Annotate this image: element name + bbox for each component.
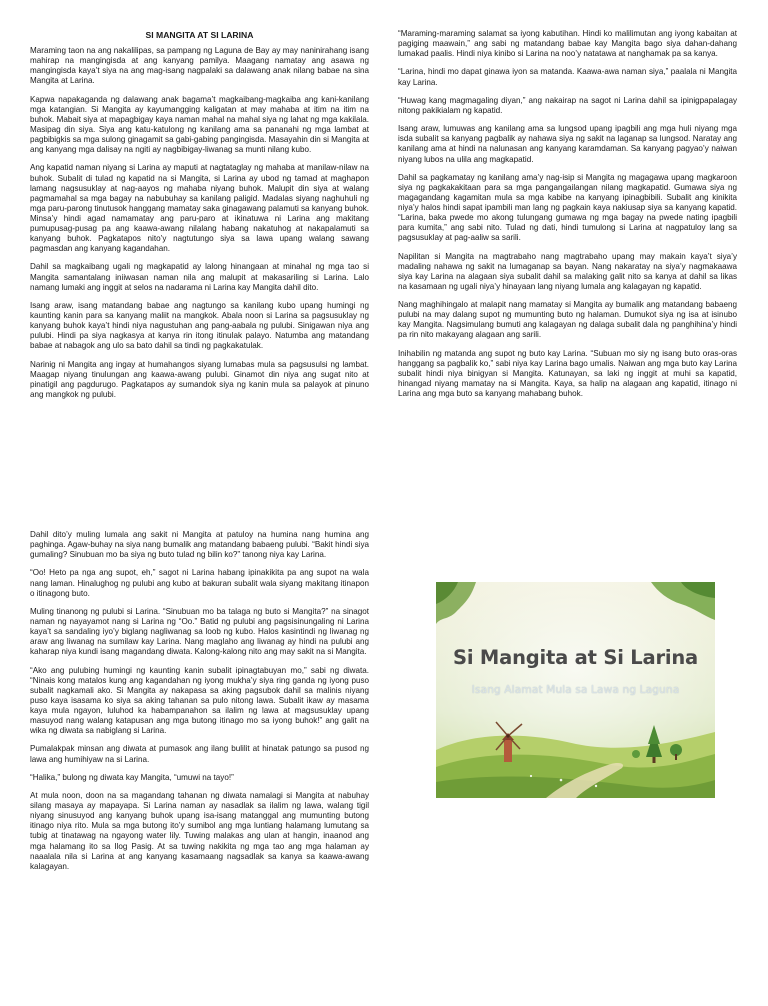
paragraph: Dahil sa pagkamatay ng kanilang ama’y nag-isip si Mangita ng magagawa upang magkaroon siya ng pagkakakitaan para sa mga pangangailangan nilang magkapatid. Gumawa siya ng magagandang kagamitan mula sa mga kabibe na kanyang ipinagbibili. Subalit ang kinikita niya’y halos hindi sapat ipambili man lang ng pagkain kaya nakiusap siya sa kanyang kapatid. “Larina, baka pwede mo akong tulungang gumawa ng mga bagay na pwede nating ipagbili para kumita,” ang sabi nito. Tulad ng dati, hindi tumulong si Larina at nagpatuloy lang sa pagsusuklay at pag-aaliw sa sarili. [398, 172, 737, 243]
paragraph: Muling tinanong ng pulubi si Larina. “Sinubuan mo ba talaga ng buto si Mangita?” na sinagot naman ng nayayamot nang si Larina ng “Oo.” Batid ng pulubi ang pagsisinungaling ni Larina kaya’t sa sandaling iyo’y biglang nagliwanag sa loob ng kubo. Halos kasintindi ng liwanag ng araw ang liwanag na sumilaw kay Larina. Nang maglaho ang liwanag ay hindi na pulubi ang kaharap niya kundi isang magandang diwata. Kalong-kalong nito ang may sakit na si Mangita. [30, 606, 369, 657]
story-column-3 [30, 530, 369, 880]
paragraph: “Halika,” bulong ng diwata kay Mangita, “umuwi na tayo!” [30, 772, 234, 782]
paragraph: Isang araw, lumuwas ang kanilang ama sa lungsod upang ipagbili ang mga huli niyang mga isda subalit sa kanyang pagbalik ay nahawa siya ng sakit na laganap sa lungsod. Naratay ang kanilang ama at hindi na nalunasan ang kanyang karamdaman. Sa kanyang pagyao’y naiwan niyang lubos na ulila ang magkapatid. [398, 124, 737, 164]
story-column-2 [398, 29, 737, 407]
paragraph: “Larina, hindi mo dapat ginawa iyon sa matanda. Kaawa-awa naman siya,” paalala ni Mangita kay Larina. [398, 67, 737, 87]
paragraph: Kapwa napakaganda ng dalawang anak bagama’t magkaibang-magkaiba ang kani-kanilang mga katangian. Si Mangita ay kayumangging kaligatan at may mahaba at itim na itim na buhok. Mabait siya at mapagbigay kaya naman mahal na mahal siya ng lahat ng mga kakilala. Masipag din siya. Siya ang katu-katulong ng kanilang ama sa pananahi ng mga lambat at pagbibigkis sa mga sulong ginagamit sa gabi-gabing pangingisda. Masayahin din si Mangita at ang kanyang mga dalisay na ngiti ay nagbibigay-liwanag sa munti nilang kubo. [30, 94, 369, 155]
story-column-1 [30, 30, 369, 408]
cover-illustration [436, 582, 715, 798]
paragraph: Dahil dito’y muling lumala ang sakit ni Mangita at patuloy na humina nang humina ang paghinga. Agaw-buhay na siya nang bumalik ang matandang babaeng pulubi. “Bakit hindi siya gumaling? Sinubuan mo ba siya ng buto tulad ng bilin ko?” tanong niya kay Larina. [30, 530, 369, 560]
cover-subtitle: Isang Alamat Mula sa Lawa ng Laguna [471, 683, 680, 696]
paragraph: “Huwag kang magmagaling diyan,” ang nakairap na sagot ni Larina dahil sa ipinigpapalagay nitong pakikialam ng kapatid. [398, 95, 737, 115]
paragraph: Pumalakpak minsan ang diwata at pumasok ang ilang bulilit at hinatak patungo sa pusod ng lawa ang humihiyaw na si Larina. [30, 744, 369, 764]
paragraph: Inihabilin ng matanda ang supot ng buto kay Larina. “Subuan mo siy ng isang buto oras-oras hanggang sa pagbalik ko,” sabi niya kay Larina bago umalis. Naiwan ang mga buto kay Larina subalit hindi niya binigyan si Mangita. Katunayan, sa laki ng inggit at muhi sa kapatid, hinangad niyang mamatay na si Mangita. Kaya, sa halip na alagaan ang kapatid, itinago ni Larina ang mga buto sa kanyang mahabang buhok. [398, 348, 737, 399]
paragraph: Napilitan si Mangita na magtrabaho nang magtrabaho upang may makain kaya’t siya’y madaling nahawa ng sakit na lumaganap sa bayan. Nang nakaratay na siya’y nagmakaawa siya kay Larina na alagaan siya subalit dahil sa malaking galit nito sa kanya at dahil sa likas na kasamaan ng ugali niya’y hinayaan lang niyang lumala ang kalagayan ng kapatid. [398, 251, 737, 291]
story-title: SI MANGITA AT SI LARINA [145, 30, 254, 40]
paragraph: Ang kapatid naman niyang si Larina ay maputi at nagtataglay ng mahaba at manilaw-nilaw na buhok. Subalit di tulad ng kapatid na si Mangita, si Larina ay ubod ng tamad at maghapon lamang nagsusuklay at nag-aayos ng mahaba niyang buhok. Malupit din siya at walang pagmamahal sa mga bagay na nabubuhay sa kanilang paligid. Madalas siyang naghuhuli ng mga paru-parong tinutusok hanggang mamatay saka ginagawang palamuti sa kanyang buhok. Minsa’y hindi agad namamatay ang paru-paro at ikinatuwa ni Larina ang makitang pumupusag-pusag pa ang kaawa-awang nilalang habang nakatuhog at nakapalamuti sa kanyang buhok. Pagkatapos nito’y nagtutungo siya sa lawa upang walang sawang pagmasdan ang kanyang kagandahan. [30, 163, 369, 254]
paragraph: At mula noon, doon na sa magandang tahanan ng diwata namalagi si Mangita at nabuhay silang masaya ay mapayapa. Si Larina naman ay nasadlak sa ilalim ng lawa, walang tigil niyang sinusuyod ang kanyang buhok upang isa-isang matanggal ang mumunting butong itinago niya rito. Mula sa mga butong ito’y sumibol ang mga luntiang halamang lumutang sa tubig at tinatawag na ngayong water lily. Tuwing malakas ang ulan at hangin, inaanod ang mga halamang ito sa Ilog Pasig. At sa tuwing nakikita ng mga tao ang mga halaman ay naaalala nila si Larina at ang kanyang kasamaang nagsadlak sa kanya sa kaawa-awang kalagayan. [30, 791, 369, 871]
paragraph: Narinig ni Mangita ang ingay at humahangos siyang lumabas mula sa pagsusulsi ng lambat. Maagap niyang tinulungan ang kaawa-awang pulubi. Ginamot din niya ang sugat nito at pinatigil ang pagdurugo. Pagkatapos ay sumandok siya ng kanin mula sa palayok at pinuno ang mangkok ng pulubi. [30, 359, 369, 399]
paragraph: Maraming taon na ang nakalilipas, sa pampang ng Laguna de Bay ay may naninirahang isang mahirap na mangingisda at ang kanyang pamilya. Maagang namatay ang asawa ng mangingisda kaya’t siya na ang mag-isang nagpalaki sa dalawang anak nilang babae na sina Mangita at Larina. [30, 46, 369, 86]
paragraph: “Oo! Heto pa nga ang supot, eh,” sagot ni Larina habang ipinakikita pa ang supot na wala nang laman. Hinalughog ng pulubi ang kubo at bakuran subalit wala siyang makitang itinapon o itinagong buto. [30, 568, 369, 598]
paragraph: Isang araw, isang matandang babae ang nagtungo sa kanilang kubo upang humingi ng kaunting kanin para sa kanyang maliit na mangkok. Abala noon si Larina sa pagsusuklay ng kanyang buhok kaya’t hindi niya nagustuhan ang pang-aabala ng pulubi. Sinigawan niya ang pulubi. Hindi pa siya nagkasya at kanya rin itong itinulak palayo. Natumba ang matandang babae at nabagok ang ulo sa bato dahil sa tindi ng pagkakatulak. [30, 300, 369, 351]
paragraph: Nang maghihingalo at malapit nang mamatay si Mangita ay bumalik ang matandang babaeng pulubi na may dalang supot ng mumunting buto ng halaman. Dumukot siya ng isa at isinubo kay Mangita. Nagsimulang bumuti ang kalagayan ng dalaga subalit dala ng panghihina’y hindi pa rin nito makayang alagaan ang sarili. [398, 300, 737, 340]
paragraph: “Ako ang pulubing humingi ng kaunting kanin subalit ipinagtabuyan mo,” sabi ng diwata. “Ninais kong matalos kung ang kagandahan ng iyong mukha’y siya ring ganda ng iyong puso subalit nagkamali ako. Si Mangita ay nakapasa sa aking pagsubok dahil sa malinis niyang puso kaya isasama ko siya sa aking tahanan sa pulo nitong lawa. Subalit ikaw ay masama kaya mula ngayon, luluhod ka habampanahon sa ilalim ng lawa at magsusuklay upang masuyod nang walang katapusan ang mga butong itinago mo sa iyong buhok!” ang galit na wika ng diwata sa nabiglang si Larina. [30, 665, 369, 736]
cover-title: Si Mangita at Si Larina [453, 646, 698, 669]
paragraph: “Maraming-maraming salamat sa iyong kabutihan. Hindi ko malilimutan ang iyong kabaitan at pagiging maawain,” ang sabi ng matandang babae kay Mangita bago siya dahan-dahang lumakad paalis. Hindi niya kinibo si Larina na noo’y natatawa at nanghamak pa sa kanya. [398, 29, 737, 59]
paragraph: Dahil sa magkaibang ugali ng magkapatid ay lalong hinangaan at minahal ng mga tao si Mangita samantalang iniiwasan naman nila ang malupit at makasariling si Larina. Lalo namang lumaki ang inggit at selos na nadarama ni Larina kay Mangita dahil dito. [30, 262, 369, 292]
